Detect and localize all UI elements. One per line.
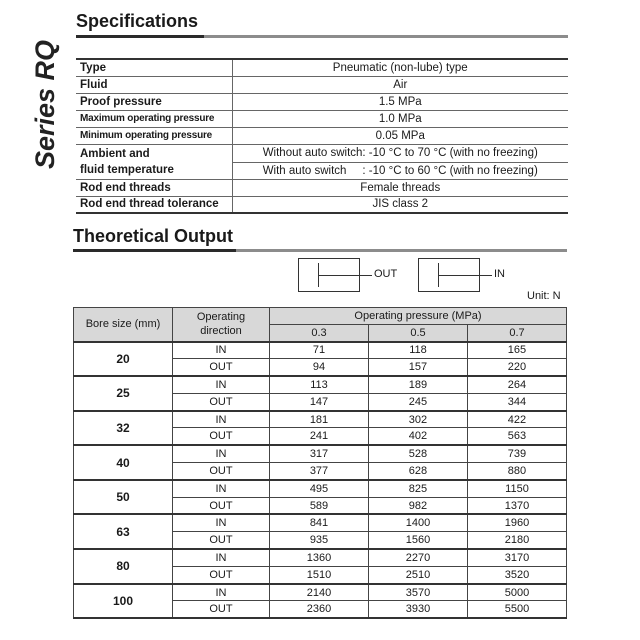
table-row: [74, 549, 567, 566]
direction-cell: OUT: [173, 566, 270, 583]
table-row: [74, 584, 567, 601]
output-value-cell: 245: [368, 393, 467, 410]
direction-cell: IN: [173, 480, 270, 497]
bore-size-cell: 100: [74, 584, 173, 619]
output-value-cell: 377: [270, 463, 369, 480]
ambient-label-line2: fluid temperature: [80, 163, 174, 176]
spec-value: 1.5 MPa: [232, 93, 568, 110]
output-value-cell: 118: [368, 342, 467, 359]
output-value-cell: 2510: [368, 566, 467, 583]
spec-row-type: [76, 59, 568, 76]
table-row: [74, 411, 567, 428]
bore-size-cell: 80: [74, 549, 173, 584]
direction-cell: OUT: [173, 393, 270, 410]
output-value-cell: 3520: [467, 566, 566, 583]
bore-size-cell: 20: [74, 342, 173, 377]
cylinder-out-rod: [318, 275, 372, 276]
output-value-cell: 181: [270, 411, 369, 428]
direction-cell: OUT: [173, 532, 270, 549]
output-value-cell: 841: [270, 514, 369, 531]
output-value-cell: 422: [467, 411, 566, 428]
output-value-cell: 344: [467, 393, 566, 410]
output-value-cell: 1400: [368, 514, 467, 531]
spec-value: 1.0 MPa: [232, 110, 568, 127]
output-value-cell: 880: [467, 463, 566, 480]
direction-cell: IN: [173, 445, 270, 462]
bore-size-cell: 63: [74, 514, 173, 549]
direction-cell: IN: [173, 514, 270, 531]
ambient-label-line1: Ambient and: [80, 147, 150, 160]
output-value-cell: 1370: [467, 497, 566, 514]
table-row: [74, 342, 567, 359]
output-value-cell: 3930: [368, 601, 467, 618]
output-value-cell: 3570: [368, 584, 467, 601]
output-value-cell: 71: [270, 342, 369, 359]
output-value-cell: 1150: [467, 480, 566, 497]
specifications-rule-dark: [76, 35, 204, 38]
direction-cell: IN: [173, 411, 270, 428]
spec-value: Air: [232, 76, 568, 93]
output-value-cell: 5000: [467, 584, 566, 601]
bore-size-cell: 32: [74, 411, 173, 446]
theoretical-output-title: Theoretical Output: [73, 226, 234, 246]
header-pressure-value: 0.3: [270, 325, 369, 342]
series-title: Series RQ: [30, 39, 61, 169]
output-value-cell: 1960: [467, 514, 566, 531]
header-bore: Bore size (mm): [74, 308, 173, 342]
output-value-cell: 1560: [368, 532, 467, 549]
output-value-cell: 402: [368, 428, 467, 445]
output-value-cell: 113: [270, 376, 369, 393]
spec-row-max-pressure: [76, 110, 568, 127]
output-value-cell: 5500: [467, 601, 566, 618]
output-value-cell: 3170: [467, 549, 566, 566]
spec-value: 0.05 MPa: [232, 127, 568, 144]
direction-cell: OUT: [173, 601, 270, 618]
ambient-with-switch: With auto switch : -10 °C to 60 °C (with no freezing): [233, 162, 569, 179]
direction-cell: IN: [173, 342, 270, 359]
spec-value: Female threads: [232, 179, 568, 196]
bore-size-cell: 25: [74, 376, 173, 411]
bore-size-cell: 40: [74, 445, 173, 480]
direction-cell: IN: [173, 376, 270, 393]
direction-cell: IN: [173, 584, 270, 601]
output-value-cell: 2140: [270, 584, 369, 601]
spec-value-ambient: [232, 144, 568, 179]
header-direction-line1: Operating: [196, 311, 246, 324]
output-value-cell: 317: [270, 445, 369, 462]
series-label: [30, 24, 62, 184]
spec-label: Rod end thread tolerance: [76, 196, 232, 213]
table-row: [74, 514, 567, 531]
output-value-cell: 220: [467, 359, 566, 376]
spec-row-min-pressure: [76, 127, 568, 144]
spec-value: Pneumatic (non-lube) type: [232, 59, 568, 76]
bore-size-cell: 50: [74, 480, 173, 515]
direction-cell: OUT: [173, 428, 270, 445]
cylinder-in-rod: [438, 275, 492, 276]
header-direction: [173, 308, 270, 342]
output-value-cell: 241: [270, 428, 369, 445]
unit-label: Unit: N: [527, 290, 561, 302]
output-value-cell: 982: [368, 497, 467, 514]
output-value-cell: 2360: [270, 601, 369, 618]
output-value-cell: 94: [270, 359, 369, 376]
output-value-cell: 495: [270, 480, 369, 497]
output-value-cell: 147: [270, 393, 369, 410]
diagram-in-label: IN: [494, 268, 505, 280]
output-value-cell: 1360: [270, 549, 369, 566]
spec-label: Proof pressure: [76, 93, 232, 110]
spec-label: Fluid: [76, 76, 232, 93]
specifications-title: Specifications: [76, 11, 199, 31]
output-value-cell: 2270: [368, 549, 467, 566]
spec-label-ambient: [76, 144, 232, 179]
header-pressure: Operating pressure (MPa): [270, 308, 567, 325]
theoretical-output-body: [74, 342, 567, 619]
diagram-out-label: OUT: [374, 268, 398, 280]
output-value-cell: 739: [467, 445, 566, 462]
output-value-cell: 935: [270, 532, 369, 549]
theoretical-output-rule: [236, 249, 567, 252]
output-value-cell: 628: [368, 463, 467, 480]
header-pressure-value: 0.5: [368, 325, 467, 342]
output-value-cell: 563: [467, 428, 566, 445]
theoretical-output-table: [73, 307, 567, 619]
direction-cell: OUT: [173, 497, 270, 514]
table-row: [74, 445, 567, 462]
header-row: [74, 308, 567, 325]
output-value-cell: 1510: [270, 566, 369, 583]
spec-row-rod-end-threads: [76, 179, 568, 196]
output-value-cell: 165: [467, 342, 566, 359]
spec-row-ambient: [76, 144, 568, 179]
spec-label: Type: [76, 59, 232, 76]
output-value-cell: 2180: [467, 532, 566, 549]
spec-label: Minimum operating pressure: [76, 127, 232, 144]
spec-row-fluid: [76, 76, 568, 93]
spec-row-proof-pressure: [76, 93, 568, 110]
specifications-rule: [204, 35, 568, 38]
spec-label: Rod end threads: [76, 179, 232, 196]
direction-cell: IN: [173, 549, 270, 566]
output-value-cell: 589: [270, 497, 369, 514]
spec-row-rod-end-tolerance: [76, 196, 568, 213]
ambient-without-switch: Without auto switch: -10 °C to 70 °C (with no freezing): [262, 147, 538, 159]
header-direction-line2: direction: [200, 325, 242, 338]
direction-cell: OUT: [173, 359, 270, 376]
spec-label: Maximum operating pressure: [76, 110, 232, 127]
specifications-table: [76, 58, 568, 214]
output-value-cell: 528: [368, 445, 467, 462]
table-row: [74, 376, 567, 393]
spec-value: JIS class 2: [232, 196, 568, 213]
header-pressure-value: 0.7: [467, 325, 566, 342]
table-row: [74, 480, 567, 497]
output-value-cell: 825: [368, 480, 467, 497]
direction-cell: OUT: [173, 463, 270, 480]
output-value-cell: 302: [368, 411, 467, 428]
output-value-cell: 157: [368, 359, 467, 376]
output-value-cell: 189: [368, 376, 467, 393]
output-value-cell: 264: [467, 376, 566, 393]
theoretical-output-rule-dark: [73, 249, 236, 252]
